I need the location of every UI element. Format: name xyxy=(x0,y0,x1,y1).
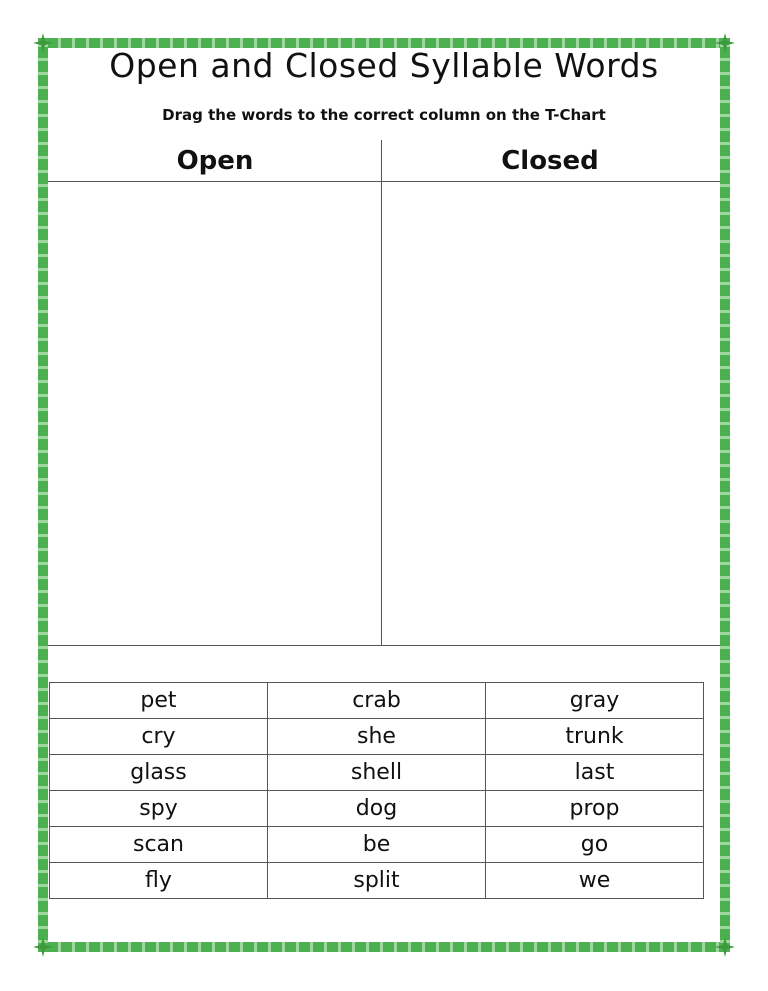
corner-star-icon xyxy=(715,937,735,957)
draggable-word[interactable]: shell xyxy=(268,755,486,791)
drop-zone-closed[interactable] xyxy=(382,182,720,645)
column-header-open: Open xyxy=(176,146,254,176)
draggable-word[interactable]: go xyxy=(486,827,704,863)
word-bank-row xyxy=(50,683,704,719)
column-header-closed: Closed xyxy=(501,146,599,176)
draggable-word[interactable]: be xyxy=(268,827,486,863)
border-bottom xyxy=(38,942,730,952)
draggable-word[interactable]: spy xyxy=(50,791,268,827)
border-right xyxy=(720,38,730,952)
tchart-bottom-line xyxy=(48,645,720,646)
page-title: Open and Closed Syllable Words xyxy=(109,46,659,85)
draggable-word[interactable]: she xyxy=(268,719,486,755)
draggable-word[interactable]: fly xyxy=(50,863,268,899)
draggable-word[interactable]: prop xyxy=(486,791,704,827)
draggable-word[interactable]: cry xyxy=(50,719,268,755)
word-bank-row xyxy=(50,827,704,863)
draggable-word[interactable]: last xyxy=(486,755,704,791)
instructions: Drag the words to the correct column on the T-Chart xyxy=(162,106,606,124)
draggable-word[interactable]: split xyxy=(268,863,486,899)
word-bank-row xyxy=(50,719,704,755)
draggable-word[interactable]: trunk xyxy=(486,719,704,755)
draggable-word[interactable]: gray xyxy=(486,683,704,719)
word-bank-row xyxy=(50,755,704,791)
draggable-word[interactable]: glass xyxy=(50,755,268,791)
draggable-word[interactable]: scan xyxy=(50,827,268,863)
draggable-word[interactable]: crab xyxy=(268,683,486,719)
draggable-word[interactable]: pet xyxy=(50,683,268,719)
drop-zone-open[interactable] xyxy=(48,182,380,645)
draggable-word[interactable]: we xyxy=(486,863,704,899)
word-bank-row xyxy=(50,863,704,899)
border-left xyxy=(38,38,48,952)
corner-star-icon xyxy=(33,937,53,957)
word-bank-table xyxy=(49,682,704,899)
word-bank-row xyxy=(50,791,704,827)
draggable-word[interactable]: dog xyxy=(268,791,486,827)
